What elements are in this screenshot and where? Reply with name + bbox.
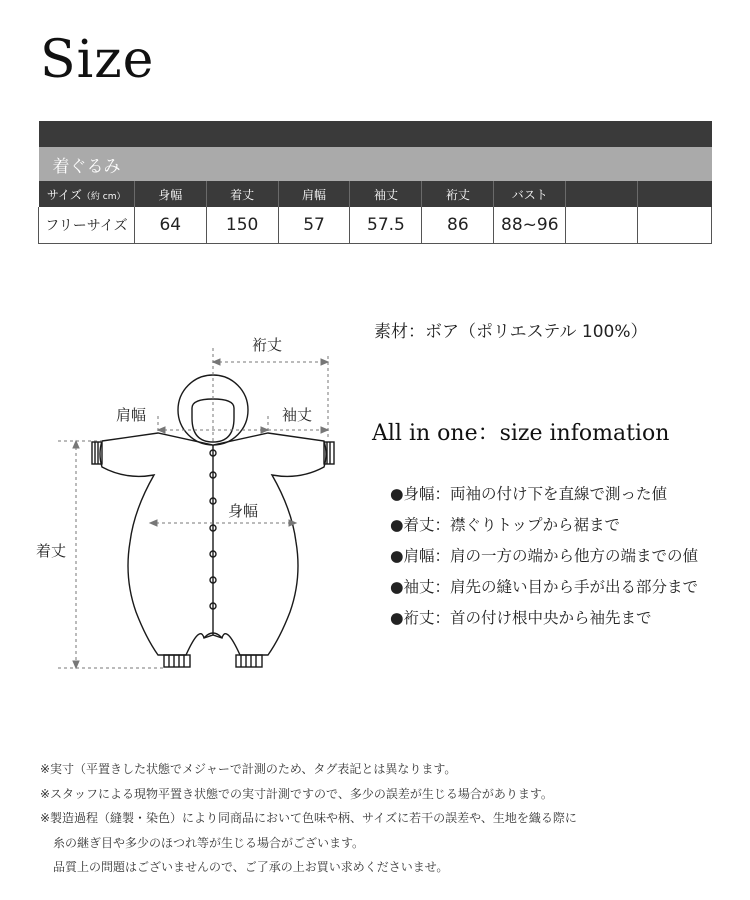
header-size-unit: （約 cm） [81, 191, 126, 202]
legend-item: ●着丈：襟ぐりトップから裾まで [390, 516, 621, 534]
page-title: Size [40, 30, 155, 90]
value-cell: 150 [206, 207, 278, 244]
label-mi: 身幅 [228, 502, 259, 520]
value-cell: 88~96 [494, 207, 566, 244]
value-cell: 57 [278, 207, 350, 244]
label-yuki: 裄丈 [252, 336, 283, 354]
legend-item: ●袖丈：肩先の縫い目から手が出る部分まで [390, 578, 699, 596]
label-sode: 袖丈 [282, 406, 313, 424]
table-top-bar [39, 121, 712, 147]
value-cell: 86 [422, 207, 494, 244]
material-text: 素材：ボア（ポリエステル 100%） [374, 322, 648, 342]
onesie-diagram [30, 320, 350, 680]
value-cell [566, 207, 638, 244]
header-cell: 裄丈 [422, 181, 494, 207]
header-cell [638, 181, 712, 207]
note-item: ※スタッフによる現物平置き状態での実寸計測ですので、多少の誤差が生じる場合があります。 [40, 786, 553, 801]
header-size [39, 181, 135, 207]
legend-item: ●身幅：両袖の付け下を直線で測った値 [390, 485, 668, 503]
size-info-title: All in one：size infomation [372, 421, 670, 446]
notes-list [40, 760, 577, 883]
note-item: 品質上の問題はございませんので、ご了承の上お買い求めくださいませ。 [53, 860, 449, 874]
header-cell: 袖丈 [350, 181, 422, 207]
value-cell: 57.5 [350, 207, 422, 244]
legend-item: ●裄丈：首の付け根中央から袖先まで [390, 609, 652, 627]
legend-item: ●肩幅：肩の一方の端から他方の端までの値 [390, 547, 699, 565]
header-cell: バスト [494, 181, 566, 207]
note-item: 糸の継ぎ目や多少のほつれ等が生じる場合がございます。 [53, 835, 365, 850]
category-label: 着ぐるみ [39, 147, 712, 181]
note-item: ※実寸（平置きした状態でメジャーで計測のため、タグ表記とは異なります。 [40, 762, 457, 776]
header-cell [566, 181, 638, 207]
header-cell: 身幅 [134, 181, 206, 207]
header-cell: 肩幅 [278, 181, 350, 207]
header-cell: 着丈 [206, 181, 278, 207]
size-table [38, 121, 712, 244]
value-cell [638, 207, 712, 244]
label-kitake: 着丈 [36, 542, 67, 560]
table-header-row [39, 181, 712, 207]
measurement-legend [390, 482, 698, 637]
table-row [39, 207, 712, 244]
table-category-bar [39, 147, 712, 181]
note-item: ※製造過程（縫製・染色）により同商品において色味や柄、サイズに若干の誤差や、生地を織る際に [40, 811, 577, 825]
left-leg-cuff [164, 655, 190, 667]
right-leg-cuff [236, 655, 262, 667]
label-kata: 肩幅 [116, 406, 147, 424]
header-size-label: サイズ [46, 187, 82, 202]
value-cell: 64 [134, 207, 206, 244]
row-size-cell: フリーサイズ [39, 207, 135, 244]
